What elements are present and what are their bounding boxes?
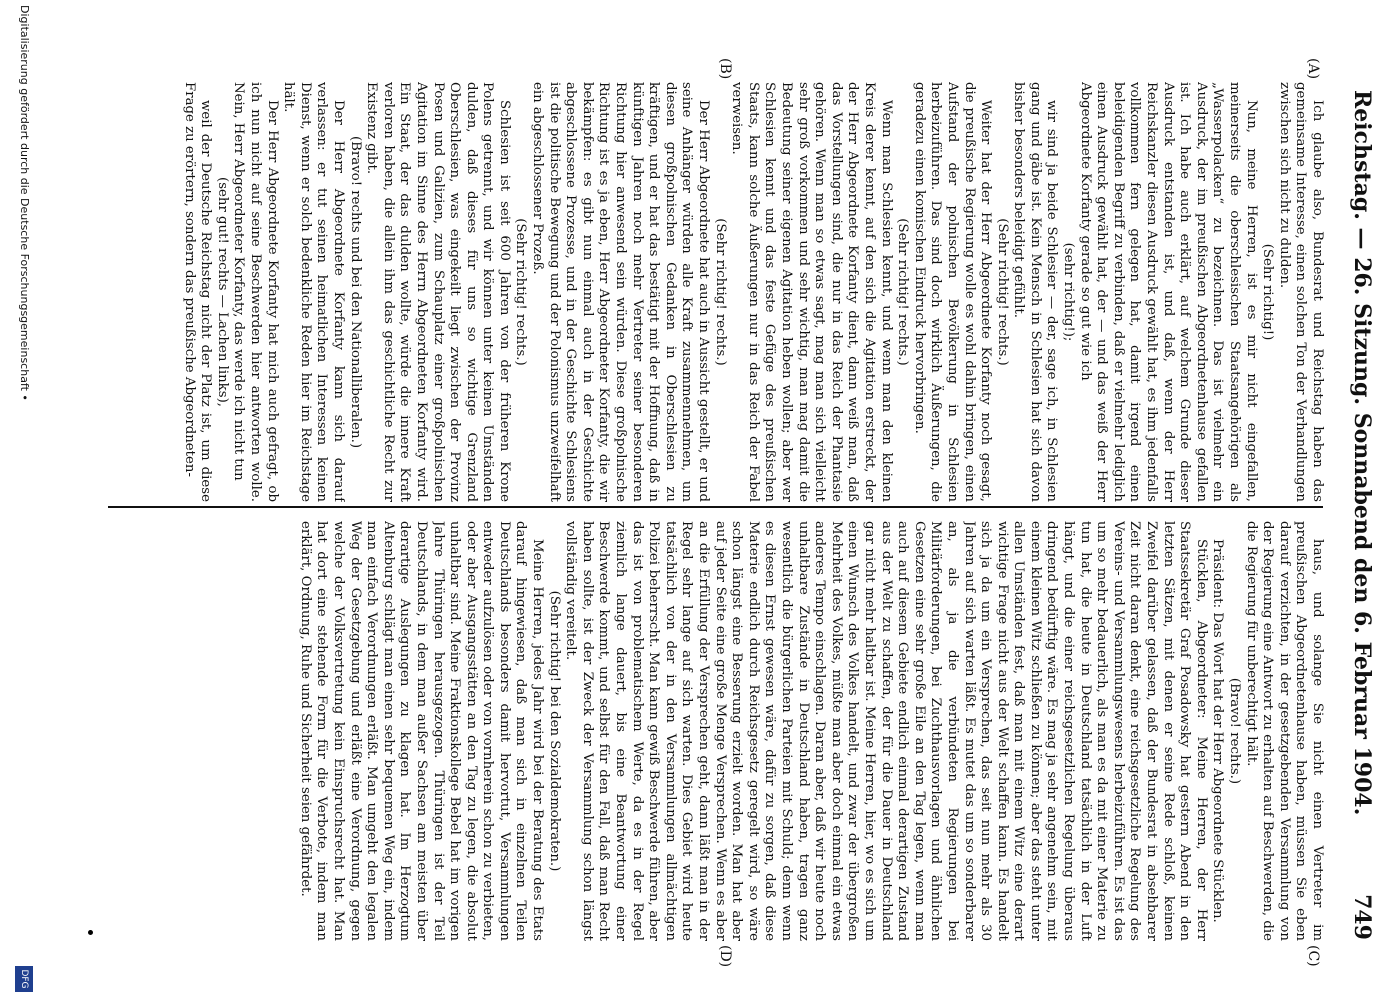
margin-mark-a: (A) <box>1305 58 1321 80</box>
margin-mark-d: (D) <box>717 945 733 968</box>
paragraph: wir sind ja beide Schlesier — der, sage ich, in Schlesien gang und gäbe ist. Kein Mensch in Schlesien hat sich davon bisher besonders beleidigt gefühlt. <box>1011 82 1060 502</box>
page-number: 749 <box>1349 894 1375 940</box>
paragraph: haus, und solange Sie nicht einen Vertreter im preußischen Abgeordnetenhause haben, müssen Sie eben darauf verzichten, in der gesetzgebenden Versammlung von der Regierung eine Antwort zu erhalten auf Beschwerden, die die Regierung für unberechtigt hält. <box>1243 521 1325 941</box>
paragraph: (Sehr richtig! bei den Sozialdemokraten.) <box>546 590 562 872</box>
column-divider <box>108 506 1323 508</box>
margin-mark-b: (B) <box>717 58 733 80</box>
paragraph: (Bravo! rechts und bei den Nationalliberalen.) <box>347 135 363 449</box>
paragraph: (Sehr richtig! rechts.) <box>895 218 911 366</box>
page-header <box>1341 60 1375 940</box>
paragraph: (Bravo! rechts.) <box>1227 677 1243 785</box>
header-title: Reichstag. — 26. Sitzung. Sonnabend den 6. Februar 1904. <box>1349 90 1375 816</box>
right-column <box>95 521 1325 941</box>
paragraph: Schlesien ist seit 600 Jahren von der früheren Krone Polens getrennt, und wir können unter keinen Umständen dulden, daß dieses für uns so wichtige Grenzland Oberschlesien, was eingekeilt liegt zwischen der Provinz Posen und Galizien, zum Schauplatz einer großpolnischen Agitation im Sinne des Herrn Abgeordneten Korfanty wird. Ein Staat, der das dulden wollte, würde die innere Kraft verloren haben, die allein ihm das geschichtliche Recht zur Existenz gibt. <box>364 82 512 502</box>
paragraph: Weiter hat der Herr Abgeordnete Korfanty noch gesagt, die preußische Regierung wolle es wohl dahin bringen, einen Aufstand der polnischen Bevölkerung in Schlesien herbeizuführen. Das sind doch wirklich Äußerungen, die geradezu einen komischen Eindruck hervorbringen. <box>911 82 994 502</box>
paragraph: Stücklen, Abgeordneter: Meine Herren, der Herr Staatssekretär Graf Posadowsky hat gestern Abend in den letzten Sätzen, mit denen er seine Rede schloß, keinen Zweifel darüber gelassen, daß der Bundesrat in absehbarer Zeit nicht daran denkt, eine reichsgesetzliche Regelung des Vereins- und Versammlungswesens herbeizuführen. Es ist das um so mehr bedauerlich, als man es da mit einer Materie zu tun hat, die heute in Deutschland tatsächlich in der Luft hängt, und die einer reichsgesetzlichen Regelung überaus dringend bedürftig wäre. Es mag ja sehr angenehm sein, mit einem kleinen Witz schließen zu können; aber das steht unter allen Umständen fest, daß man mit einem Witz eine derart wichtige Frage nicht aus der Welt schaffen kann. Es handelt sich ja da um ein Versprechen, das seit nun mehr als 30 Jahren auf sich warten läßt. Es mutet das um so sonderbarer an, als ja die verbündeten Regierungen bei Militärforderungen, bei Zuchthausvorlagen und ähnlichen Gesetzen eine sehr große Eile an den Tag legen, wenn man auch auf diesem Gebiete endlich einmal derartigen Zustand aus der Welt zu schaffen, der für die Dauer in Deutschland gar nicht mehr haltbar ist. Meine Herren, hier, wo es sich um einen Wunsch des Volkes handelt, und zwar der übergroßen Mehrheit des Volkes, müßte man aber doch einmal ein etwas anderes Tempo einschlagen. Daran aber, daß wir heute noch unhaltbare Zustände in Deutschland haben, tragen ganz wesentlich die bürgerlichen Parteien mit Schuld; denn wenn es diesen Ernst gewesen wäre, dafür zu sorgen, daß diese Materie endlich durch Reichsgesetz geregelt wird, so wäre schon längst eine Besserung erzielt worden. Man hat aber auf jeder Seite eine große Menge Versprechen. Wenn es aber an die Erfüllung der Versprechen geht, dann läßt man in der Regel sehr lange auf sich warten. Dies Gebiet wird heute tatsächlich von der in den Versammlungen allmächtigen Polizei beherrscht. Man kann gewiß Beschwerde führen, aber das ist von problematischem Werte, da es in der Regel ziemlich lange dauert, bis eine Beantwortung einer Beschwerde kommt, und selbst für den Fall, daß man Recht haben sollte, ist der Zweck der Versammlung schon längst vollständig vereitelt. <box>563 521 1209 941</box>
paragraph: Der Herr Abgeordnete hat auch in Aussicht gestellt, er und seine Anhänger würden alle Kraft zusammennehmen, um diesen großpolnischen Gedanken in Oberschlesien zu kräftigen, und er hat das bestätigt mit der Hoffnung, daß in künftigen Jahren noch mehr Vertreter seiner besonderen Richtung hier anwesend sein würden. Diese großpolnische Richtung ist es ja eben, Herr Abgeordneter Korfanty, die wir bekämpfen: es gibt nun einmal auch in der Geschichte abgeschlossene Prozesse, und in der Geschichte Schlesiens ist die politische Bewegung und der Polonismus unzweifelhaft ein abgeschlossener Prozeß. <box>530 82 712 502</box>
paragraph: (Sehr richtig! rechts.) <box>513 218 529 366</box>
paragraph: weil der Deutsche Reichstag nicht der Platz ist, um diese Frage zu erörtern, sondern das preußische Abgeordneten- <box>181 82 214 502</box>
left-column <box>95 82 1325 502</box>
ink-dot <box>88 930 93 935</box>
paragraph: Der Herr Abgeordnete Korfanty kann sich darauf verlassen: er tut seinen heimatlichen Interessen keinen Dienst, wenn er solch bedenkliche Reden hier im Reichstage hält. <box>281 82 346 502</box>
paragraph: (Sehr richtig! rechts.) <box>994 218 1010 366</box>
paragraph: (Sehr richtig! rechts.) <box>712 218 728 366</box>
digitization-note: Digitalisierung gefördert durch die Deutsche Forschungsgemeinschaft • <box>18 5 31 401</box>
paragraph: Nun, meine Herren, ist es mir nicht eingefallen, meinerseits die oberschlesischen Staatsangehörigen als „Wasserpolacken“ zu bezeichnen. Das ist vielmehr ein Ausdruck, der im preußischen Abgeordnetenhause gefallen ist. Ich habe auch erklärt, auf welchem Grunde dieser Ausdruck entstanden ist, und daß, wenn der Herr Reichskanzler diesen Ausdruck gewählt hat, es ihm jedenfalls vollkommen fern gelegen hat, damit irgend einen beleidigenden Begriff zu verbinden, daß er vielmehr lediglich einen Ausdruck gewählt hat, der — und das weiß der Herr Abgeordnete Korfanty gerade so gut wie ich <box>1077 82 1259 502</box>
paragraph: Wenn man Schlesien kennt, und wenn man den kleinen Kreis derer kennt, auf den sich die Agitation erstreckt, der der Herr Abgeordnete Korfanty dient, dann weiß man, daß das Vorstellungen sind, die nur in das Reich der Phantasie gehören. Wenn man so etwas sagt, mag man sich vielleicht sehr groß vorkommen und sehr wichtig, man mag damit die Bedeutung seiner eigenen Agitation heben wollen; aber wer Schlesien kennt und das feste Gefüge des preußischen Staats, kann solche Äußerungen nur in das Reich der Fabel verweisen. <box>729 82 894 502</box>
dfg-logo: DFG <box>15 966 33 992</box>
paragraph: Präsident: Das Wort hat der Herr Abgeordnete Stücklen. <box>1210 539 1226 923</box>
paragraph: (Sehr richtig!) <box>1260 243 1276 341</box>
paragraph: (sehr richtig!); <box>1061 242 1077 342</box>
paragraph: Meine Herren, jedes Jahr wird bei der Beratung des Etats darauf hingewiesen, daß man sich in einzelnen Teilen Deutschlands besonders damit hervortut, Versammlungen entweder aufzulösen oder von vornherein schon zu verbieten, oder aber Ausgangsstätten an den Tag zu legen, die absolut unhaltbar sind. Meine Fraktionskollege Bebel hat im vorigen Jahre Thüringen herausgezogen. Thüringen ist der Teil Deutschlands, in dem man außer Sachsen am meisten über derartige Auslegungen zu klagen hat. Im Herzogtum Altenburg schlägt man einen sehr bequemen Weg ein, indem man einfach Verordnungen erläßt. Man umgeht den legalen Weg der Gesetzgebung und erläßt eine Verordnung, gegen welche der Volksvertretung kein Einspruchsrecht hat. Man hat dort eine stehende Form für die Verbote, indem man erklärt, Ordnung, Ruhe und Sicherheit seien gefährdet. <box>297 521 546 941</box>
margin-mark-c: (C) <box>1305 945 1321 967</box>
paragraph: Ich glaube also, Bundesrat und Reichstag haben das gemeinsame Interesse, einen solchen Ton der Verhandlungen zwischen sich nicht zu dulden. <box>1276 82 1325 502</box>
paragraph: (sehr gut! rechts — Lachen links), <box>214 177 230 407</box>
paragraph: Der Herr Abgeordnete Korfanty hat mich auch gefragt, ob ich nun nicht auf seine Beschwerden hier antworten wolle. Nein, Herr Abgeordneter Korfanty, das werde ich nicht tun <box>231 82 280 502</box>
